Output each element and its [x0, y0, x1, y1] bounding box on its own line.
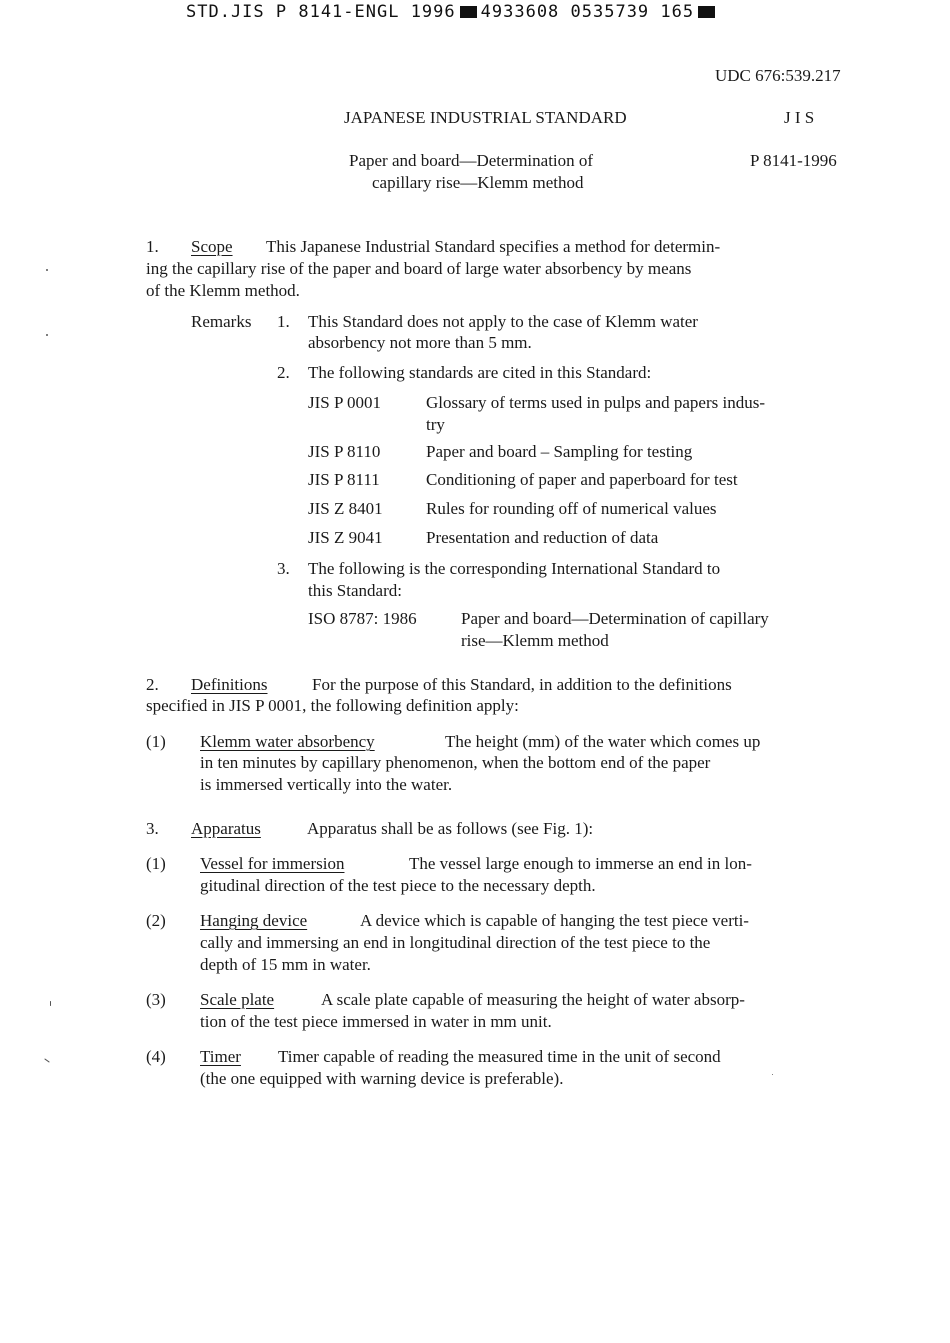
reference-title: Presentation and reduction of data	[426, 528, 659, 547]
definition-1-line2: in ten minutes by capillary phenomenon, when the bottom end of the paper	[200, 753, 711, 772]
definition-1-term: Klemm water absorbency	[200, 732, 375, 751]
reference-code: JIS P 8111	[308, 470, 380, 489]
definition-1-line3: is immersed vertically into the water.	[200, 775, 453, 794]
redaction-block	[460, 6, 477, 18]
apparatus-item-term: Scale plate	[200, 990, 275, 1009]
doc-title-line2: capillary rise—Klemm method	[372, 173, 584, 192]
scope-line3: of the Klemm method.	[146, 281, 300, 300]
definition-1-line1: The height (mm) of the water which comes up	[445, 732, 761, 751]
iso-code: ISO 8787: 1986	[308, 609, 417, 628]
remark-2-number: 2.	[277, 363, 290, 382]
udc-code: UDC 676:539.217	[715, 66, 841, 85]
reference-title: Glossary of terms used in pulps and papers indus-	[426, 393, 766, 412]
apparatus-item-line1: The vessel large enough to immerse an end in lon-	[409, 854, 752, 873]
definition-1-number: (1)	[146, 732, 166, 751]
scan-speck	[44, 1058, 49, 1062]
reference-row	[308, 528, 658, 548]
section-2-heading: Definitions	[191, 675, 268, 694]
standard-title: JAPANESE INDUSTRIAL STANDARD	[344, 108, 627, 127]
scan-speck	[50, 1001, 51, 1006]
apparatus-item-term: Hanging device	[200, 911, 308, 930]
remarks-label: Remarks	[191, 312, 252, 331]
doc-title-line1: Paper and board—Determination of	[349, 151, 594, 170]
apparatus-item-number: (4)	[146, 1047, 166, 1066]
apparatus-item-line1: A scale plate capable of measuring the height of water absorp-	[321, 990, 745, 1009]
apparatus-item-term: Vessel for immersion	[200, 854, 345, 873]
reference-code: JIS P 0001	[308, 393, 382, 412]
definitions-line1: For the purpose of this Standard, in addition to the definitions	[312, 675, 732, 694]
reference-row	[308, 442, 692, 462]
reference-row	[308, 393, 765, 413]
remark-1-line2: absorbency not more than 5 mm.	[308, 333, 532, 352]
reference-code: JIS Z 8401	[308, 499, 383, 518]
apparatus-item-line2: cally and immersing an end in longitudinal direction of the test piece to the	[200, 933, 711, 952]
reference-title: Paper and board – Sampling for testing	[426, 442, 693, 461]
reference-title: Conditioning of paper and paperboard for test	[426, 470, 738, 489]
apparatus-intro: Apparatus shall be as follows (see Fig. 1):	[307, 819, 594, 838]
jis-mark: J I S	[784, 108, 815, 127]
scope-line1: This Japanese Industrial Standard specifies a method for determin-	[266, 237, 721, 256]
iso-title-line2: rise—Klemm method	[461, 631, 609, 650]
definitions-line2: specified in JIS P 0001, the following definition apply:	[146, 696, 519, 715]
section-3-heading: Apparatus	[191, 819, 261, 838]
reference-row	[308, 470, 738, 490]
apparatus-item-number: (1)	[146, 854, 166, 873]
iso-title-line1: Paper and board—Determination of capillary	[461, 609, 769, 628]
scan-speck	[46, 269, 48, 271]
apparatus-item-line2: gitudinal direction of the test piece to the necessary depth.	[200, 876, 596, 895]
reference-code: JIS Z 9041	[308, 528, 383, 547]
apparatus-item-term: Timer	[200, 1047, 241, 1066]
scan-speck	[772, 1074, 773, 1075]
redaction-block	[698, 6, 715, 18]
scan-speck	[46, 334, 48, 336]
remark-2-text: The following standards are cited in this Standard:	[308, 363, 652, 382]
apparatus-item-number: (3)	[146, 990, 166, 1009]
apparatus-item-number: (2)	[146, 911, 166, 930]
reference-code: JIS P 8110	[308, 442, 381, 461]
doc-number: P 8141-1996	[750, 151, 837, 170]
apparatus-item-line1: A device which is capable of hanging the test piece verti-	[360, 911, 749, 930]
apparatus-item-line1: Timer capable of reading the measured time in the unit of second	[278, 1047, 721, 1066]
section-1-heading: Scope	[191, 237, 233, 256]
remark-1-number: 1.	[277, 312, 290, 331]
remark-3-number: 3.	[277, 559, 290, 578]
scope-line2: ing the capillary rise of the paper and board of large water absorbency by means	[146, 259, 692, 278]
apparatus-item-line2: tion of the test piece immersed in water in mm unit.	[200, 1012, 552, 1031]
apparatus-item-line2: (the one equipped with warning device is preferable).	[200, 1069, 564, 1088]
section-2-number: 2.	[146, 675, 159, 694]
remark-3-line1: The following is the corresponding International Standard to	[308, 559, 721, 578]
apparatus-item-line3: depth of 15 mm in water.	[200, 955, 371, 974]
remark-1-line1: This Standard does not apply to the case of Klemm water	[308, 312, 698, 331]
section-3-number: 3.	[146, 819, 159, 838]
scan-header-code: 4933608 0535739 165	[480, 2, 695, 22]
scan-header	[186, 2, 719, 22]
reference-title: Rules for rounding off of numerical values	[426, 499, 717, 518]
reference-row	[308, 499, 717, 519]
remark-3-line2: this Standard:	[308, 581, 402, 600]
reference-title-cont: try	[426, 415, 445, 434]
section-1-number: 1.	[146, 237, 159, 256]
scan-header-id: STD.JIS P 8141-ENGL 1996	[186, 2, 456, 22]
